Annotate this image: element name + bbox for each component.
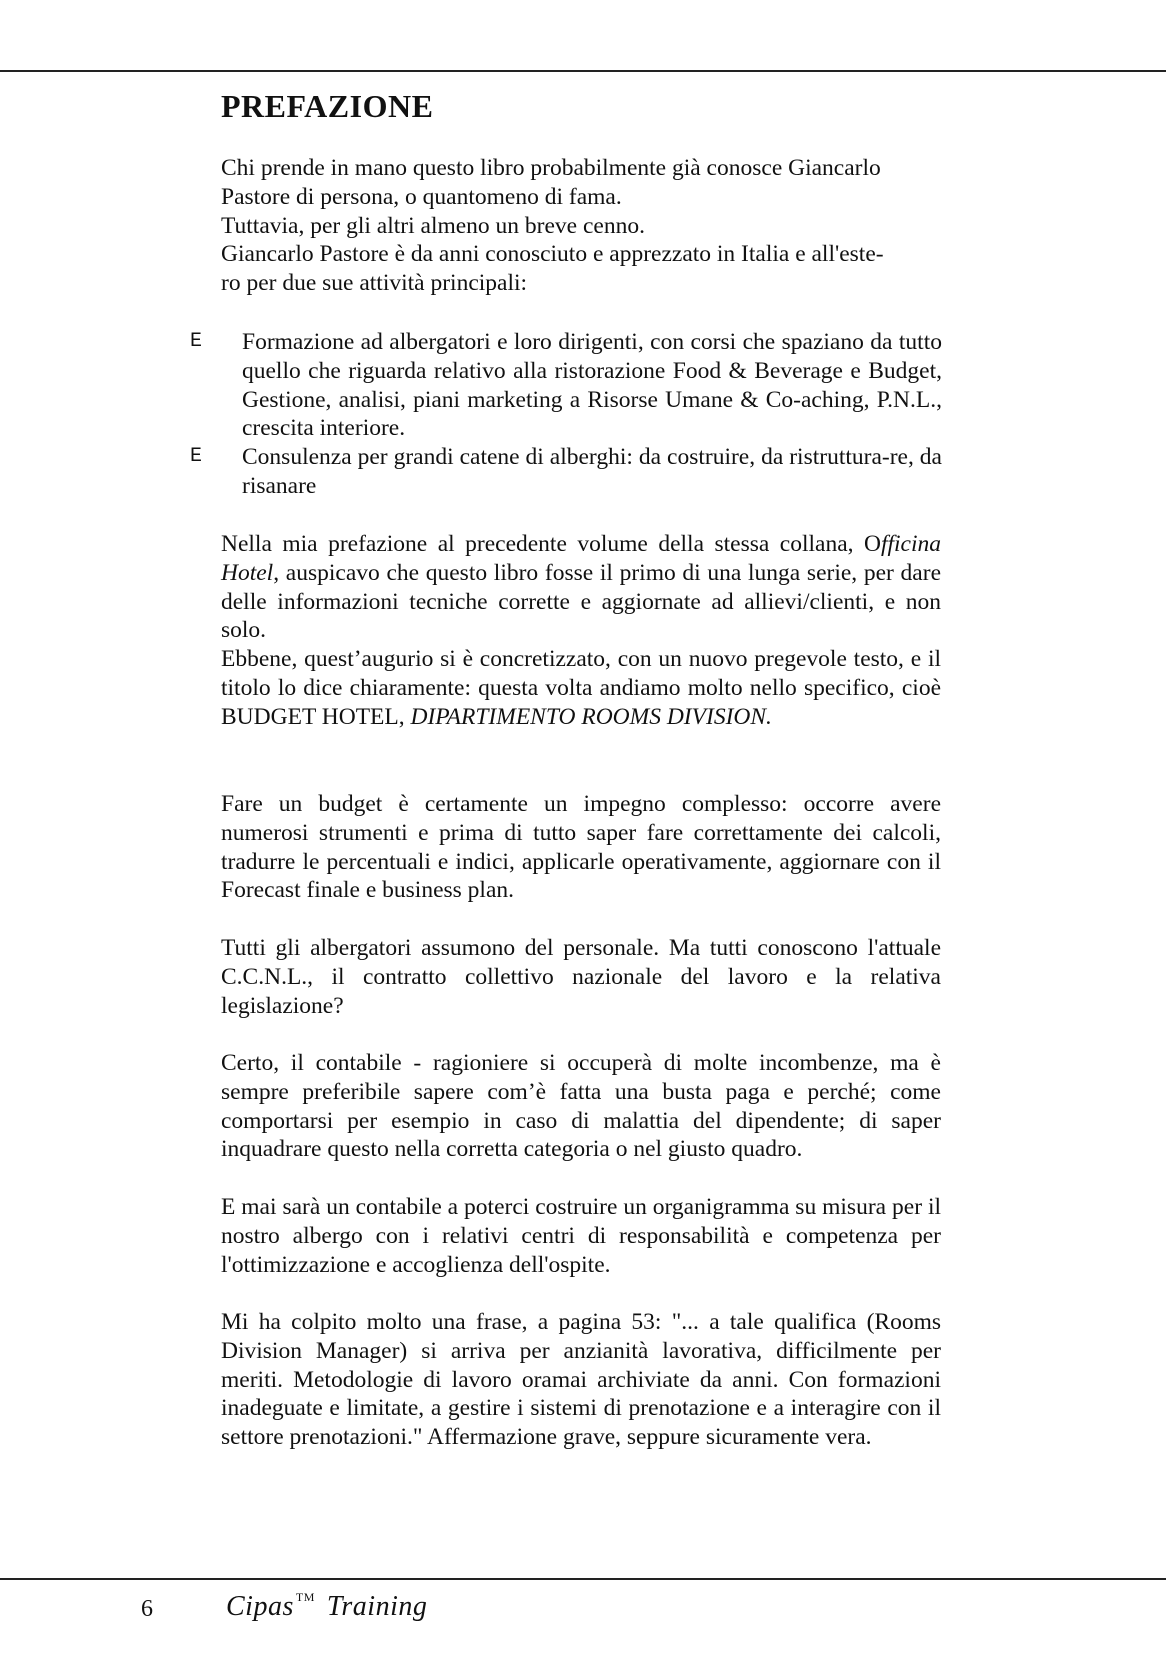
paragraph-previous-volume [221,530,941,732]
activities-list [190,328,942,501]
paragraph-text: , auspicavo che questo libro fosse il primo di una lunga serie, per dare delle informazioni tecniche corrette e aggiornate ad allievi/clienti, e non solo. [221,559,941,644]
bullet-marker: E [190,330,203,353]
bullet-text: Formazione ad albergatori e loro dirigenti, con corsi che spaziano da tutto quello che riguarda relativo alla ristorazione Food & Beverage e Budget, Gestione, analisi, piani marketing a Risorse Umane & Co-aching, P.N.L., crescita interiore. [242,329,942,442]
list-item [190,443,942,501]
intro-paragraph [221,154,941,298]
paragraph-quote: Mi ha colpito molto una frase, a pagina 53: "... a tale qualifica (Rooms Division Manager) si arriva per anzianità lavorativa, difficilmente per meriti. Metodologie di lavoro oramai archiviate da anni. Con formazioni inadeguate e limitate, a gestire i sistemi di prenotazione e a interagire con il settore prenotazioni." Affermazione grave, seppure sicuramente vera. [221,1309,941,1451]
footer-rule [0,1578,1166,1580]
intro-line: Chi prende in mano questo libro probabilmente già conosce Giancarlo [221,155,881,181]
paragraph-organigram: E mai sarà un contabile a poterci costruire un organigramma su misura per il nostro albergo con i relativi centri di responsabilità e competenza per l'ottimizzazione e accoglienza dell'ospite. [221,1194,941,1278]
header-rule [0,70,1166,72]
intro-line: Giancarlo Pastore è da anni conosciuto e apprezzato in Italia e all'este- [221,241,884,268]
page-number: 6 [141,1596,153,1622]
paragraph-text: Ebbene, quest’augurio si è concretizzato, con un nuovo pregevole testo, e il titolo lo dice chiaramente: questa volta andiamo molto nello specifico, cioè BUDGET HOTEL, [221,646,941,730]
book-title: fficina Hotel [221,531,941,586]
paragraph-budget: Fare un budget è certamente un impegno complesso: occorre avere numerosi strumenti e prima di tutto saper fare correttamente dei calcoli, tradurre le percentuali e indici, applicarle operativamente, aggiornare con il Forecast finale e business plan. [221,791,941,904]
page-title: PREFAZIONE [221,88,434,124]
brand-suffix: Training [326,1591,428,1622]
intro-line: Tuttavia, per gli altri almeno un breve cenno. [221,212,645,239]
trademark-mark: TM [295,1590,315,1604]
paragraph-text: Nella mia prefazione al precedente volume della stessa collana, O [221,531,881,557]
brand-name: Cipas [226,1591,294,1622]
list-item [190,328,942,443]
intro-line: ro per due sue attività principali: [221,270,528,297]
book-subtitle: DIPARTIMENTO ROOMS DIVISION. [410,703,772,730]
intro-line: Pastore di persona, o quantomeno di fama. [221,183,622,210]
footer-brand [226,1590,427,1623]
bullet-text: Consulenza per grandi catene di alberghi: da costruire, da ristruttura-re, da risanare [242,444,942,499]
paragraph-accountant: Certo, il contabile - ragioniere si occuperà di molte incombenze, ma è sempre preferibile sapere com’è fatta una busta paga e perché; come comportarsi per esempio in caso di malattia del dipendente; di saper inquadrare questo nella corretta categoria o nel giusto quadro. [221,1050,941,1163]
bullet-marker: E [190,445,203,469]
paragraph-staff: Tutti gli albergatori assumono del personale. Ma tutti conoscono l'attuale C.C.N.L., il contratto collettivo nazionale del lavoro e la relativa legislazione? [221,935,941,1019]
